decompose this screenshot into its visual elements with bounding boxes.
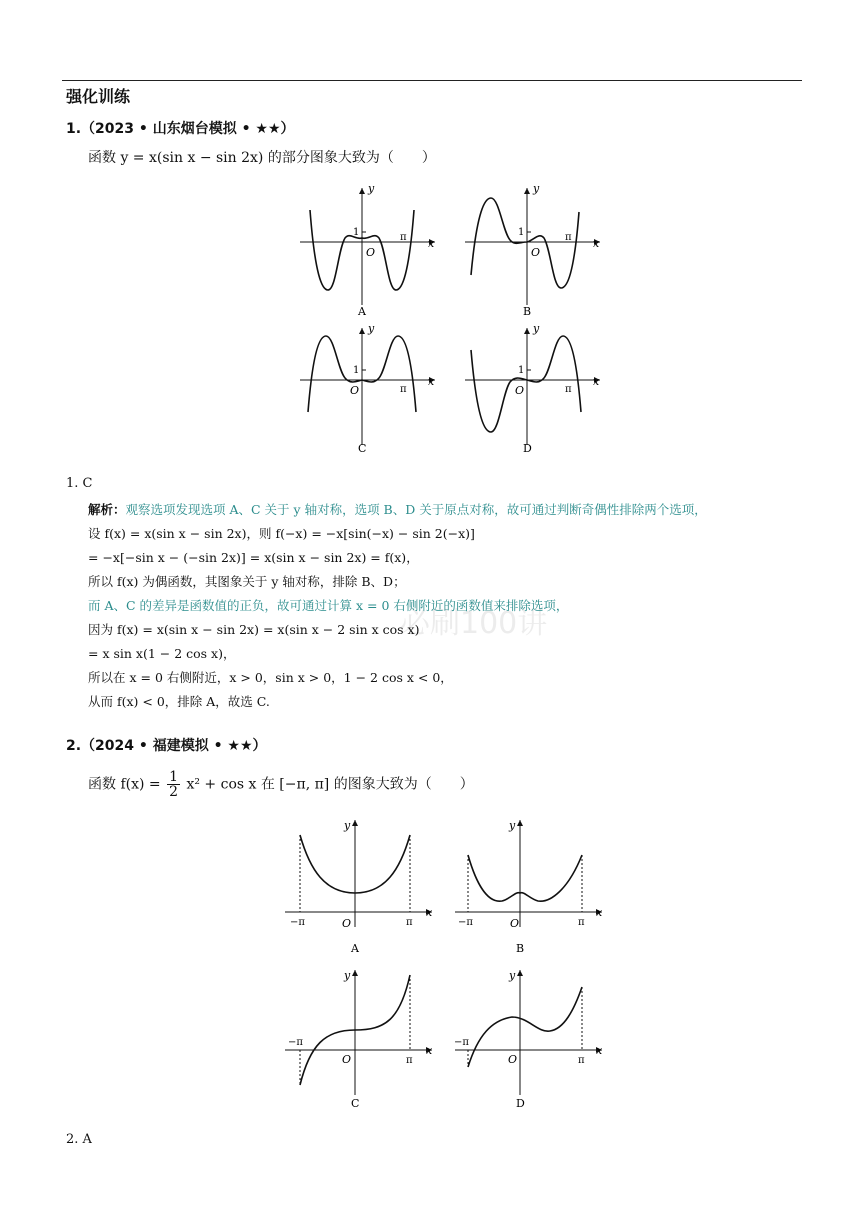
q1-label-c: C [358,442,367,455]
q2a-tick-pi: π [406,917,413,928]
header-rule [62,80,802,81]
a1-line-3: = −x[−sin x − (−sin 2x)] = x(sin x − sin 2x) = f(x)， [88,550,419,565]
q1c-tick-pi: π [400,384,407,395]
q1b-tick-pi: π [565,232,572,243]
q1-graph-a [300,182,435,318]
q2a-axis-y: y [344,819,351,832]
q2c-tick-pi: π [406,1055,413,1066]
q1d-origin: O [515,384,525,397]
q2-stem-pre: 函数 f(x) = [88,776,161,793]
a1-analysis-label: 解析： [88,502,126,517]
q2-label-c: C [351,1097,360,1110]
a1-line-9: 从而 f(x) < 0，排除 A，故选 C. [88,694,270,709]
q2b-axis-x: x [596,906,603,919]
q2-header: 2.（2024 • 福建模拟 • ★★） [66,738,267,754]
a1-line-8: 所以在 x = 0 右侧附近，x > 0，sin x > 0，1 − 2 cos x < 0， [88,670,453,685]
q2-graph-c [285,969,433,1110]
q2a-origin: O [342,917,352,930]
watermark: 必刷100讲 [400,606,548,641]
q1-graph-c [300,322,435,455]
q2-stem-post: x² + cos x 在 [−π, π] 的图象大致为（ ） [186,776,474,793]
q2d-axis-y: y [509,969,516,982]
q2d-origin: O [508,1053,518,1066]
a1-line-1 [88,500,707,518]
q2a-tick-neg-pi: −π [290,917,305,928]
q1b-axis-y: y [533,182,540,195]
q1-graph-d [465,322,600,455]
a1-line-2: 设 f(x) = x(sin x − sin 2x)，则 f(−x) = −x[sin(−x) − sin 2(−x)] [88,526,475,541]
q1a-tick-1: 1 [353,227,360,238]
a1-answer: 1. C [66,476,93,491]
q1d-axis-x: x [593,375,600,388]
q1-label-d: D [523,442,532,455]
q1b-origin: O [531,246,541,259]
q2-frac-den: 2 [169,784,179,800]
q2b-tick-pi: π [578,917,585,928]
q2-graph-d [454,969,603,1110]
q2-label-a: A [351,942,359,955]
q1a-axis-y: y [368,182,375,195]
a1-line-1-text: 观察选项发现选项 A、C 关于 y 轴对称，选项 B、D 关于原点对称，故可通过判断奇偶性排除两个选项， [125,502,707,517]
q2c-axis-y: y [344,969,351,982]
q1a-origin: O [366,246,376,259]
q2-graph-b [455,819,603,955]
q2-graphs [280,815,620,1115]
q1b-tick-1: 1 [518,227,525,238]
q1-stem: 函数 y = x(sin x − sin 2x) 的部分图象大致为（ ） [88,150,436,166]
q1a-tick-pi: π [400,232,407,243]
q1b-axis-x: x [593,237,600,250]
q2d-tick-pi: π [578,1055,585,1066]
section-title: 强化训练 [66,87,131,106]
q1a-axis-x: x [428,237,435,250]
q1d-axis-y: y [533,322,540,335]
q2b-origin: O [510,917,520,930]
q1-graphs [290,180,620,460]
a1-line-7: = x sin x(1 − 2 cos x)， [88,646,236,661]
q1c-axis-x: x [428,375,435,388]
a1-line-4: 所以 f(x) 为偶函数，其图象关于 y 轴对称，排除 B、D； [88,574,406,589]
q2b-tick-neg-pi: −π [458,917,473,928]
q2-fraction [167,770,180,799]
q2-label-d: D [516,1097,525,1110]
q1-label-b: B [523,305,532,318]
q2c-origin: O [342,1053,352,1066]
q1c-origin: O [350,384,360,397]
q2-label-b: B [516,942,525,955]
q2b-axis-y: y [509,819,516,832]
q1d-tick-1: 1 [518,365,525,376]
q2a-axis-x: x [426,906,433,919]
q1-graph-b [465,182,600,318]
q1c-axis-y: y [368,322,375,335]
q2d-axis-x: x [596,1044,603,1057]
q1d-tick-pi: π [565,384,572,395]
q1-label-a: A [358,305,366,318]
q2-graph-a [285,819,433,955]
q2-stem [88,770,474,799]
q2c-axis-x: x [426,1044,433,1057]
a1-line-5: 而 A、C 的差异是函数值的正负，故可通过计算 x = 0 右侧附近的函数值来排除选项， [88,598,569,613]
q2-frac-num: 1 [169,769,179,785]
a1-line-6: 因为 f(x) = x(sin x − sin 2x) = x(sin x − 2 sin x cos x) [88,622,420,637]
q2c-tick-neg-pi: −π [288,1037,303,1048]
q1-header: 1.（2023 • 山东烟台模拟 • ★★） [66,121,295,137]
q2d-tick-neg-pi: −π [454,1037,469,1048]
q1c-tick-1: 1 [353,365,360,376]
a2-answer: 2. A [66,1132,92,1147]
